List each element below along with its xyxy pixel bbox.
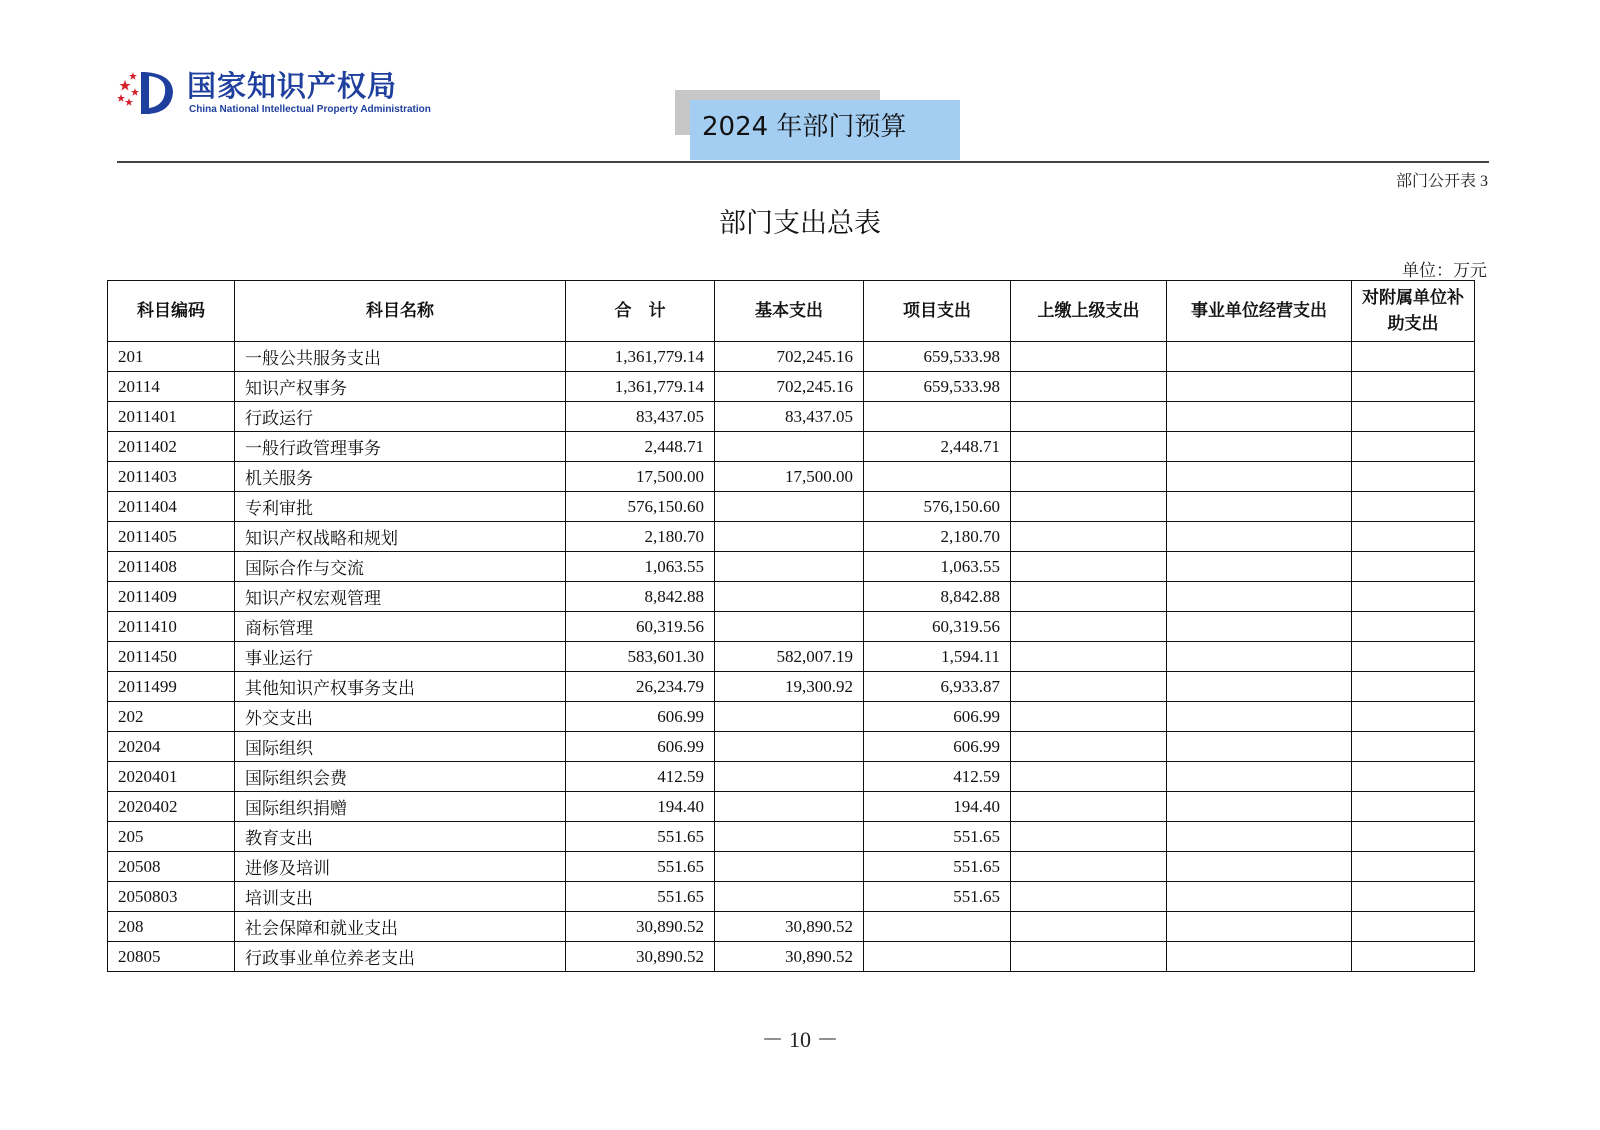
cell-total: 606.99 [566,732,715,762]
cell-subsidiary-subsidy [1352,822,1475,852]
table-row [108,822,1475,852]
cell-total: 60,319.56 [566,612,715,642]
cell-subsidiary-subsidy [1352,372,1475,402]
cell-code: 2011405 [108,522,235,552]
cell-basic [715,492,864,522]
cell-subsidiary-subsidy [1352,702,1475,732]
cell-project [864,942,1011,972]
cell-project: 60,319.56 [864,612,1011,642]
cell-code: 20114 [108,372,235,402]
column-header-business-operation: 事业单位经营支出 [1167,281,1352,342]
table-row [108,462,1475,492]
cell-subsidiary-subsidy [1352,402,1475,432]
cell-remit-upper [1011,642,1167,672]
cell-business-operation [1167,762,1352,792]
table-row [108,792,1475,822]
table-number: 部门公开表 3 [1395,173,1488,190]
cell-subsidiary-subsidy [1352,792,1475,822]
column-header-name: 科目名称 [235,281,566,342]
cell-remit-upper [1011,342,1167,372]
cell-code: 2011402 [108,432,235,462]
cell-business-operation [1167,672,1352,702]
cell-code: 202 [108,702,235,732]
cell-code: 20204 [108,732,235,762]
cell-basic [715,582,864,612]
cell-name: 社会保障和就业支出 [235,912,566,942]
cell-name: 一般公共服务支出 [235,342,566,372]
cell-business-operation [1167,732,1352,762]
table-header-row [108,281,1475,342]
cell-basic [715,522,864,552]
cell-project: 6,933.87 [864,672,1011,702]
cell-name: 其他知识产权事务支出 [235,672,566,702]
cell-business-operation [1167,342,1352,372]
cell-code: 2011408 [108,552,235,582]
cell-subsidiary-subsidy [1352,912,1475,942]
cell-basic: 702,245.16 [715,342,864,372]
column-header-project: 项目支出 [864,281,1011,342]
cell-remit-upper [1011,372,1167,402]
cell-business-operation [1167,552,1352,582]
cell-project: 576,150.60 [864,492,1011,522]
cell-remit-upper [1011,462,1167,492]
cell-total: 1,063.55 [566,552,715,582]
cell-code: 201 [108,342,235,372]
page-header [0,0,1600,170]
cell-remit-upper [1011,882,1167,912]
cell-business-operation [1167,852,1352,882]
cell-name: 知识产权战略和规划 [235,522,566,552]
cell-project: 2,448.71 [864,432,1011,462]
table-body [108,342,1475,972]
cell-subsidiary-subsidy [1352,612,1475,642]
expenditure-table [107,280,1475,972]
cell-name: 一般行政管理事务 [235,432,566,462]
cell-total: 606.99 [566,702,715,732]
banner-title: 2024 年部门预算 [690,100,960,160]
table-row [108,612,1475,642]
cell-project: 606.99 [864,732,1011,762]
cell-total: 30,890.52 [566,912,715,942]
cell-total: 194.40 [566,792,715,822]
cell-name: 机关服务 [235,462,566,492]
cell-project [864,402,1011,432]
cell-code: 2011404 [108,492,235,522]
cell-business-operation [1167,612,1352,642]
cell-name: 商标管理 [235,612,566,642]
table-row [108,852,1475,882]
cell-remit-upper [1011,792,1167,822]
cell-project: 551.65 [864,822,1011,852]
cell-subsidiary-subsidy [1352,942,1475,972]
cell-project: 194.40 [864,792,1011,822]
unit-label: 单位：万元 [1402,261,1487,280]
cnipa-logo [115,62,435,122]
cell-remit-upper [1011,672,1167,702]
cell-subsidiary-subsidy [1352,642,1475,672]
cell-remit-upper [1011,732,1167,762]
cell-basic [715,432,864,462]
cell-business-operation [1167,822,1352,852]
cell-basic: 702,245.16 [715,372,864,402]
cell-basic [715,552,864,582]
table-row [108,702,1475,732]
cell-basic: 83,437.05 [715,402,864,432]
cell-basic [715,822,864,852]
column-header-remit-upper: 上缴上级支出 [1011,281,1167,342]
cell-project [864,462,1011,492]
cell-basic [715,852,864,882]
cell-project [864,912,1011,942]
cell-project: 551.65 [864,882,1011,912]
cell-remit-upper [1011,702,1167,732]
cell-basic: 30,890.52 [715,912,864,942]
table-row [108,492,1475,522]
cell-code: 205 [108,822,235,852]
cell-total: 8,842.88 [566,582,715,612]
cell-subsidiary-subsidy [1352,522,1475,552]
cell-project: 1,594.11 [864,642,1011,672]
cell-total: 551.65 [566,852,715,882]
cell-basic [715,732,864,762]
cell-business-operation [1167,792,1352,822]
cell-remit-upper [1011,582,1167,612]
page-number: － 10 － [761,1027,839,1052]
cell-business-operation [1167,402,1352,432]
cell-business-operation [1167,702,1352,732]
cell-remit-upper [1011,522,1167,552]
cell-business-operation [1167,522,1352,552]
cell-name: 事业运行 [235,642,566,672]
page-title: 部门支出总表 [719,208,881,239]
cell-code: 2011499 [108,672,235,702]
cell-name: 国际组织 [235,732,566,762]
cell-subsidiary-subsidy [1352,882,1475,912]
cell-code: 2011450 [108,642,235,672]
table-row [108,912,1475,942]
cell-total: 26,234.79 [566,672,715,702]
cell-remit-upper [1011,852,1167,882]
cell-basic [715,702,864,732]
cnipa-emblem-icon [115,66,177,118]
cell-total: 1,361,779.14 [566,372,715,402]
column-header-total: 合 计 [566,281,715,342]
cell-project: 1,063.55 [864,552,1011,582]
org-name-cn: 国家知识产权局 [187,69,398,103]
cell-name: 外交支出 [235,702,566,732]
cell-total: 583,601.30 [566,642,715,672]
cell-subsidiary-subsidy [1352,552,1475,582]
cell-total: 551.65 [566,882,715,912]
cell-name: 行政运行 [235,402,566,432]
cell-business-operation [1167,582,1352,612]
cell-subsidiary-subsidy [1352,732,1475,762]
cell-basic: 30,890.52 [715,942,864,972]
cell-basic [715,882,864,912]
table-row [108,372,1475,402]
cell-total: 551.65 [566,822,715,852]
cell-code: 208 [108,912,235,942]
cell-total: 30,890.52 [566,942,715,972]
cell-code: 2020402 [108,792,235,822]
cell-total: 2,448.71 [566,432,715,462]
cell-subsidiary-subsidy [1352,432,1475,462]
org-name-en: China National Intellectual Property Administration [189,104,431,115]
cell-name: 知识产权事务 [235,372,566,402]
cell-total: 2,180.70 [566,522,715,552]
cell-subsidiary-subsidy [1352,342,1475,372]
cell-code: 2050803 [108,882,235,912]
cell-code: 2011401 [108,402,235,432]
cell-subsidiary-subsidy [1352,762,1475,792]
cell-subsidiary-subsidy [1352,852,1475,882]
table-row [108,762,1475,792]
cell-project: 659,533.98 [864,342,1011,372]
cell-business-operation [1167,492,1352,522]
cell-basic: 19,300.92 [715,672,864,702]
cell-business-operation [1167,642,1352,672]
cell-name: 知识产权宏观管理 [235,582,566,612]
cell-total: 412.59 [566,762,715,792]
cell-code: 2011410 [108,612,235,642]
cell-basic [715,762,864,792]
column-header-basic: 基本支出 [715,281,864,342]
table-row [108,672,1475,702]
table-row [108,582,1475,612]
cell-business-operation [1167,462,1352,492]
cell-name: 进修及培训 [235,852,566,882]
cell-remit-upper [1011,762,1167,792]
cell-project: 551.65 [864,852,1011,882]
cell-code: 2011409 [108,582,235,612]
cell-project: 2,180.70 [864,522,1011,552]
cell-remit-upper [1011,492,1167,522]
cell-business-operation [1167,942,1352,972]
cell-code: 20508 [108,852,235,882]
cell-project: 8,842.88 [864,582,1011,612]
cell-business-operation [1167,882,1352,912]
cell-subsidiary-subsidy [1352,462,1475,492]
cell-code: 20805 [108,942,235,972]
table-row [108,942,1475,972]
cell-remit-upper [1011,552,1167,582]
table-row [108,402,1475,432]
cell-project: 412.59 [864,762,1011,792]
cell-remit-upper [1011,612,1167,642]
cell-name: 培训支出 [235,882,566,912]
cell-name: 教育支出 [235,822,566,852]
cell-code: 2020401 [108,762,235,792]
table-row [108,642,1475,672]
cell-basic [715,612,864,642]
table-row [108,552,1475,582]
table-row [108,732,1475,762]
table-row [108,522,1475,552]
cell-subsidiary-subsidy [1352,492,1475,522]
cell-remit-upper [1011,402,1167,432]
cell-business-operation [1167,432,1352,462]
cell-total: 576,150.60 [566,492,715,522]
cell-remit-upper [1011,432,1167,462]
cell-business-operation [1167,372,1352,402]
cell-remit-upper [1011,822,1167,852]
cell-basic: 17,500.00 [715,462,864,492]
cell-business-operation [1167,912,1352,942]
cell-subsidiary-subsidy [1352,582,1475,612]
cell-project: 659,533.98 [864,372,1011,402]
cell-code: 2011403 [108,462,235,492]
cell-remit-upper [1011,942,1167,972]
cell-subsidiary-subsidy [1352,672,1475,702]
cell-name: 国际组织捐赠 [235,792,566,822]
cell-total: 1,361,779.14 [566,342,715,372]
cell-name: 国际组织会费 [235,762,566,792]
cell-basic: 582,007.19 [715,642,864,672]
cell-name: 专利审批 [235,492,566,522]
table-row [108,432,1475,462]
column-header-subsidiary-subsidy: 对附属单位补助支出 [1352,281,1475,342]
cell-name: 行政事业单位养老支出 [235,942,566,972]
column-header-code: 科目编码 [108,281,235,342]
header-divider [117,161,1489,163]
cell-basic [715,792,864,822]
cell-remit-upper [1011,912,1167,942]
cell-total: 83,437.05 [566,402,715,432]
cell-name: 国际合作与交流 [235,552,566,582]
cell-total: 17,500.00 [566,462,715,492]
table-row [108,342,1475,372]
cell-project: 606.99 [864,702,1011,732]
table-row [108,882,1475,912]
